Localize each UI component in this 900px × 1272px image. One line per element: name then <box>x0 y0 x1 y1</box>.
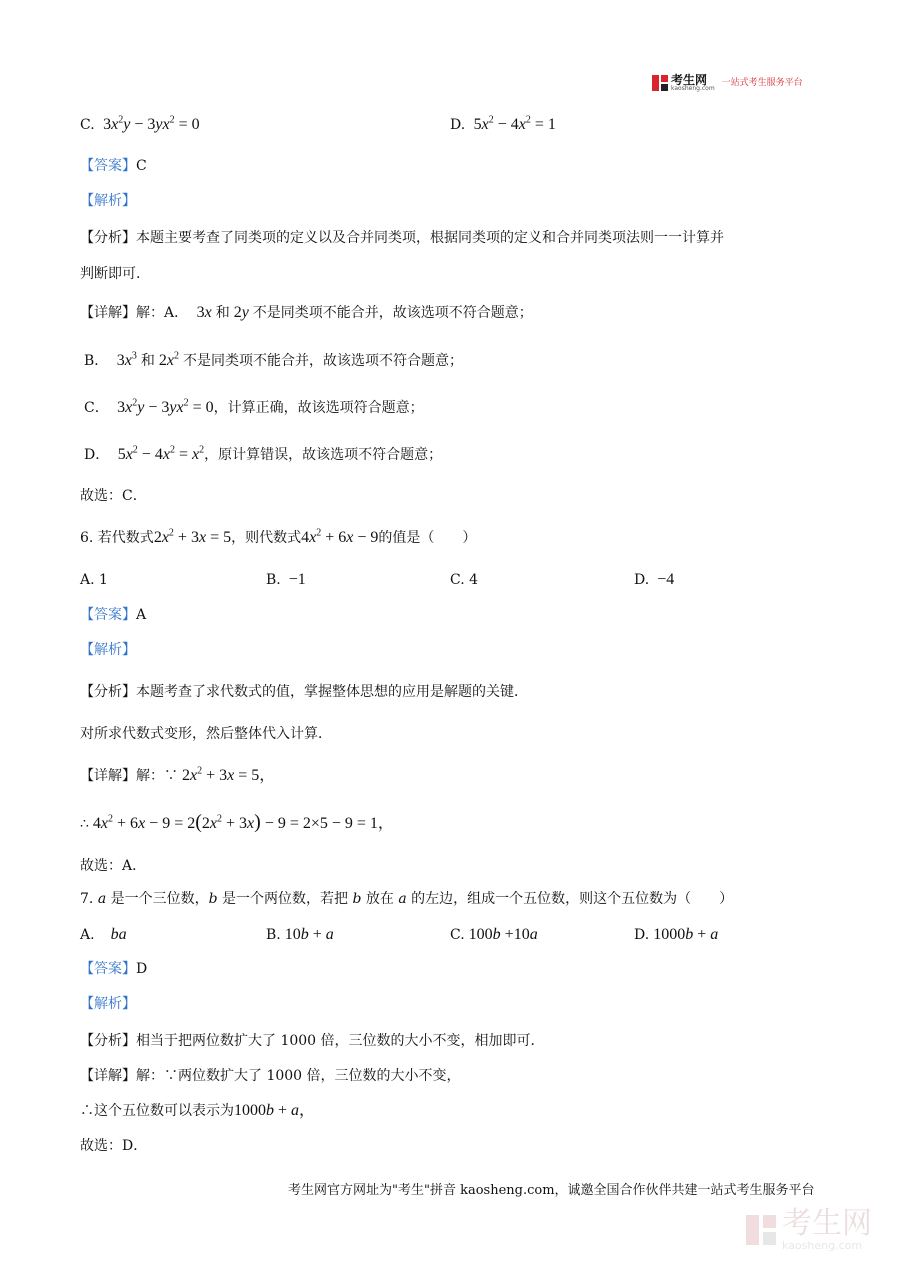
stem-text: 是一个三位数， <box>106 891 209 907</box>
q5-detail-c <box>84 398 424 418</box>
brand-slogan: 一站式考生服务平台 <box>721 78 803 88</box>
option-label: C. <box>450 927 465 943</box>
header-brand <box>652 72 803 94</box>
stem-text: 是一个两位数，若把 <box>217 891 353 907</box>
option-label: D. <box>450 117 466 133</box>
detail-text: ，原计算错误，故该选项不符合题意； <box>204 447 443 463</box>
q5-detail-a <box>80 303 533 323</box>
q6-analysis-line2: 对所求代数式变形，然后整体代入计算． <box>80 726 332 742</box>
option-label: D. <box>634 572 650 588</box>
answer-value: C <box>136 158 147 174</box>
detail-tag: 【详解】 <box>80 1068 136 1084</box>
detail-label: D． <box>84 447 110 463</box>
stem-mid: ，则代数式 <box>231 530 302 546</box>
analysis-text: 本题考查了求代数式的值，掌握整体思想的应用是解题的关键． <box>136 684 528 700</box>
q6-answer <box>80 605 146 625</box>
var-a: a <box>97 891 107 907</box>
detail-text: 不是同类项不能合并，故该选项不符合题意； <box>252 305 533 321</box>
q5-analysis-line2: 判断即可. <box>80 266 141 282</box>
answer-tag: 【答案】 <box>80 607 136 623</box>
q7-option-d <box>634 925 718 945</box>
math-expression: 100b +10a <box>464 926 538 943</box>
option-label: A. <box>80 927 95 943</box>
watermark-logo-icon <box>746 1215 776 1245</box>
option-label: B. <box>266 927 281 943</box>
q7-option-a <box>80 925 127 945</box>
q7-choose: 故选：D． <box>80 1138 148 1154</box>
math-expression: 10b + a <box>280 926 334 943</box>
math-expression: 1000b + a， <box>234 1102 316 1119</box>
watermark <box>746 1208 872 1252</box>
brand-cn: 考生网 <box>671 73 708 87</box>
math-expression: −4 <box>649 571 675 588</box>
stem-text: 的左边，组成一个五位数，则这个五位数为（ ） <box>406 891 734 907</box>
stem-text: 放在 <box>361 891 399 907</box>
detail-text: 解：∵两位数扩大了 1000 倍，三位数的大小不变， <box>136 1068 461 1084</box>
brand-name-block <box>671 74 715 92</box>
q7-option-b <box>266 925 334 945</box>
detail-prefix: 解： <box>136 768 164 784</box>
q5-answer <box>80 156 147 176</box>
q6-jiexi-tag: 【解析】 <box>80 642 136 658</box>
math-expression: $3x^2y - 3yx^2 = 0$ <box>99 114 200 133</box>
analysis-text: 本题主要考查了同类项的定义以及合并同类项，根据同类项的定义和合并同类项法则一一计算并 <box>136 230 724 246</box>
therefore-symbol: ∴ <box>80 816 89 832</box>
and-word: 和 <box>140 353 155 369</box>
q6-choose: 故选：A． <box>80 858 147 874</box>
detail-label: B． <box>84 353 109 369</box>
math-expression: 2y <box>229 304 249 321</box>
q7-stem <box>80 889 733 909</box>
math-expression: −1 <box>280 571 306 588</box>
q5-option-c <box>80 115 200 135</box>
option-label: C. <box>80 117 95 133</box>
stem-suffix: 的值是（ ） <box>378 530 477 546</box>
q7-analysis <box>80 1031 545 1051</box>
answer-value: A <box>136 607 147 623</box>
q7-detail <box>80 1066 461 1086</box>
detail-text: ，计算正确，故该选项符合题意； <box>213 400 424 416</box>
q6-option-c: C. 4 <box>450 572 479 588</box>
watermark-cn: 考生网 <box>782 1206 872 1241</box>
option-label: B. <box>266 572 281 588</box>
analysis-tag: 【分析】 <box>80 684 136 700</box>
math-expression: $4x^2 + 6x - 9$ <box>301 527 379 546</box>
answer-tag: 【答案】 <box>80 961 136 977</box>
watermark-en: kaosheng.com <box>782 1239 863 1252</box>
q5-analysis-line1 <box>80 228 724 248</box>
math-expression: $2x^2 + 3x = 5$， <box>178 765 276 784</box>
stem-prefix: 7. <box>80 891 98 907</box>
stem-prefix: 6. 若代数式 <box>80 530 154 546</box>
q6-option-a: A. 1 <box>80 572 108 588</box>
q6-stem <box>80 528 476 548</box>
var-b: b <box>352 891 362 907</box>
math-expression: $3x^3$ <box>112 350 137 369</box>
kaosheng-logo-icon <box>652 75 668 91</box>
q7-derivation <box>80 1101 315 1121</box>
analysis-tag: 【分析】 <box>80 230 136 246</box>
detail-tag: 【详解】 <box>80 768 136 784</box>
math-expression: $4x^2 + 6x - 9 = 2(2x^2 + 3x) - 9 = 2\times 5 - 9 = 1$， <box>88 811 394 833</box>
q6-option-d <box>634 570 674 590</box>
q5-jiexi-tag: 【解析】 <box>80 193 136 209</box>
q5-detail-b <box>84 351 463 371</box>
math-expression: $5x^2 - 4x^2 = x^2$ <box>113 444 205 463</box>
math-expression: $5x^2 - 4x^2 = 1$ <box>469 114 556 133</box>
option-label: D. <box>634 927 650 943</box>
detail-prefix: 解：A． <box>136 305 189 321</box>
detail-tag: 【详解】 <box>80 305 136 321</box>
q6-option-b <box>266 570 306 590</box>
and-word: 和 <box>215 305 230 321</box>
q7-answer <box>80 959 147 979</box>
math-expression: 3x <box>192 304 212 321</box>
var-b: b <box>208 891 218 907</box>
math-expression: $2x^2 + 3x = 5$ <box>153 527 232 546</box>
math-expression: $2x^2$ <box>154 350 179 369</box>
detail-label: C． <box>84 400 109 416</box>
math-expression: 1000b + a <box>649 926 719 943</box>
watermark-text <box>782 1208 872 1252</box>
q7-jiexi-tag: 【解析】 <box>80 996 136 1012</box>
answer-value: D <box>136 961 148 977</box>
therefore-text: ∴这个五位数可以表示为 <box>80 1103 234 1119</box>
footer-text: 考生网官方网址为"考生"拼音 kaosheng.com，诚邀全国合作伙伴共建一站式考生服务平台 <box>288 1183 815 1198</box>
q6-derivation <box>80 812 394 834</box>
analysis-tag: 【分析】 <box>80 1033 136 1049</box>
brand-en: kaosheng.com <box>671 85 715 92</box>
answer-tag: 【答案】 <box>80 158 136 174</box>
detail-text: 不是同类项不能合并，故该选项不符合题意； <box>182 353 463 369</box>
math-expression: ba <box>110 926 127 943</box>
q7-option-c <box>450 925 538 945</box>
q5-choose: 故选：C． <box>80 488 147 504</box>
var-a: a <box>398 891 407 907</box>
q6-detail <box>80 766 275 786</box>
math-expression: $3x^2y - 3yx^2 = 0$ <box>113 397 214 416</box>
analysis-text: 相当于把两位数扩大了 1000 倍，三位数的大小不变，相加即可． <box>136 1033 545 1049</box>
because-symbol: ∵ <box>164 768 178 784</box>
q5-detail-d <box>84 445 442 465</box>
q5-option-d <box>450 115 556 135</box>
q6-analysis <box>80 682 528 702</box>
